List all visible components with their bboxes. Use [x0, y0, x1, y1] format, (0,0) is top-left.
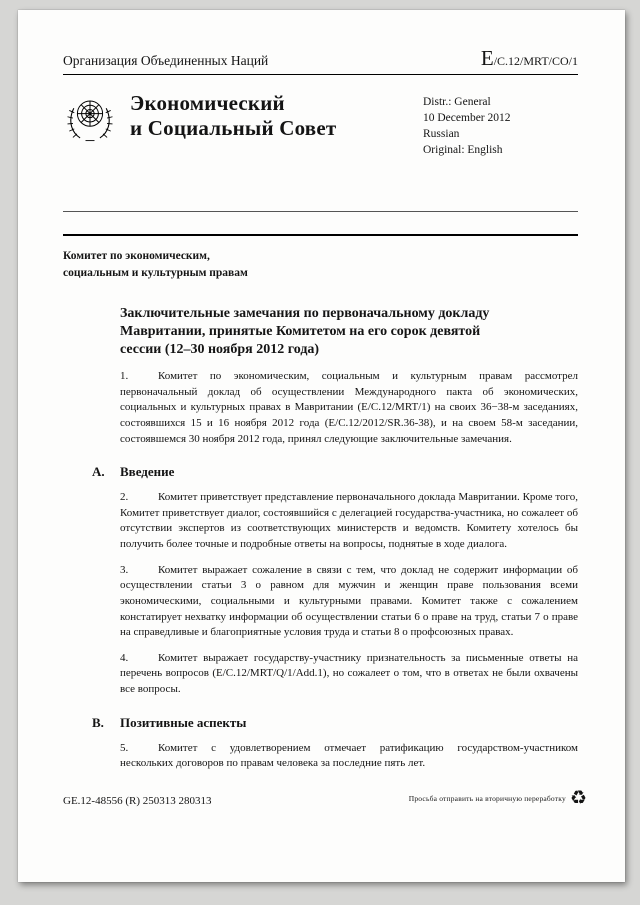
section-heading-a [92, 464, 578, 480]
council-title [130, 91, 336, 158]
distr-line: Distr.: General [423, 96, 491, 108]
paragraph-text: Комитет по экономическим, социальным и культурным правам рассмотрел первоначальный доклад об осуществлении Международного пакта об экономических, социальных и культурных правах в Мавритании (E/C.12/MRT/1) на своих 36−38-м заседаниях, состоявшихся 15 и 16 ноября 2012 года (E/C.12/2012/SR.36-38), и на своем 58-м заседании, состоявшемся 30 ноября 2012 года, принял следующие заключительные замечания. [120, 370, 578, 445]
doc-symbol-series: E [480, 46, 494, 70]
paragraph-3 [120, 563, 578, 641]
distribution-info [423, 95, 578, 158]
recycle-icon: ♻ [569, 787, 587, 809]
document-title: Заключительные замечания по первоначальному докладу Мавритании, принятые Комитетом на его сорок девятой сессии (12–30 ноября 2012 года) [120, 305, 490, 357]
section-heading-b [92, 715, 578, 731]
footer-recycle [409, 789, 587, 808]
footer-reference: GE.12-48556 (R) 250313 280313 [63, 795, 212, 807]
paragraph-number: 4. [120, 651, 129, 664]
paragraph-text: Комитет приветствует представление первоначального доклада Мавритании. Кроме того, Комитет приветствует диалог, состоявшийся с делегацией государства-участника, но сожалеет об отсутствии экспертов из соответствующих министерств и ведомств. Комитету хотелось бы получить более точные и подробные ответы на вопросы, поднятые в ходе диалога. [120, 491, 578, 551]
council-title-line2: и Социальный Совет [130, 116, 337, 141]
paragraph-text: Комитет с удовлетворением отмечает ратификацию государством-участником нескольких договоров по правам человека за последние пять лет. [120, 741, 578, 770]
paragraph-4 [120, 651, 578, 698]
doc-symbol [481, 48, 578, 69]
paragraph-number: 1. [120, 370, 129, 383]
org-name: Организация Объединенных Наций [63, 53, 269, 68]
paragraph-text: Комитет выражает государству-участнику признательность за письменные ответы на перечень вопросов (E/C.12/MRT/Q/1/Add.1), но сожалеет о том, что в ответах не были охвачены все вопросы. [120, 651, 578, 695]
committee-name-line2: социальным и культурным правам [63, 266, 248, 279]
paragraph-2 [120, 490, 578, 552]
council-title-line1: Экономический [130, 91, 285, 115]
paragraph-number: 2. [120, 491, 129, 504]
paragraph-text: Комитет выражает сожаление в связи с тем, что доклад не содержит информации об осуществлении статьи 3 о равном для мужчин и женщин праве пользования всеми экономическими, социальными и культурными правами. Комитет также с сожалением констатирует нехватку информации об осуществлении статьи 6 о праве на труд, статьи 7 о праве на справедливые и благоприятные условия труда и статьи 8 о профсоюзных правах. [120, 563, 578, 639]
section-title: Введение [120, 464, 175, 480]
committee-name [63, 248, 578, 280]
divider-thick [63, 234, 578, 236]
section-letter: B. [92, 714, 104, 730]
original-language-line: Original: English [423, 143, 503, 156]
top-header [63, 48, 578, 75]
paragraph-5 [120, 741, 578, 772]
section-letter: A. [92, 464, 105, 480]
paragraph-number: 5. [120, 741, 129, 754]
language-line: Russian [423, 127, 460, 140]
un-emblem-icon [63, 90, 117, 158]
paragraph-1 [120, 369, 578, 447]
document-page [18, 10, 625, 882]
masthead [63, 88, 578, 158]
committee-name-line1: Комитет по экономическим, [63, 250, 210, 263]
doc-symbol-number: /C.12/MRT/CO/1 [493, 54, 578, 68]
paragraph-number: 3. [120, 563, 129, 576]
recycle-note: Просьба отправить на вторичную переработку [408, 794, 566, 803]
divider-thin [63, 211, 578, 212]
section-title: Позитивные аспекты [120, 714, 247, 730]
date-line: 10 December 2012 [423, 111, 511, 124]
